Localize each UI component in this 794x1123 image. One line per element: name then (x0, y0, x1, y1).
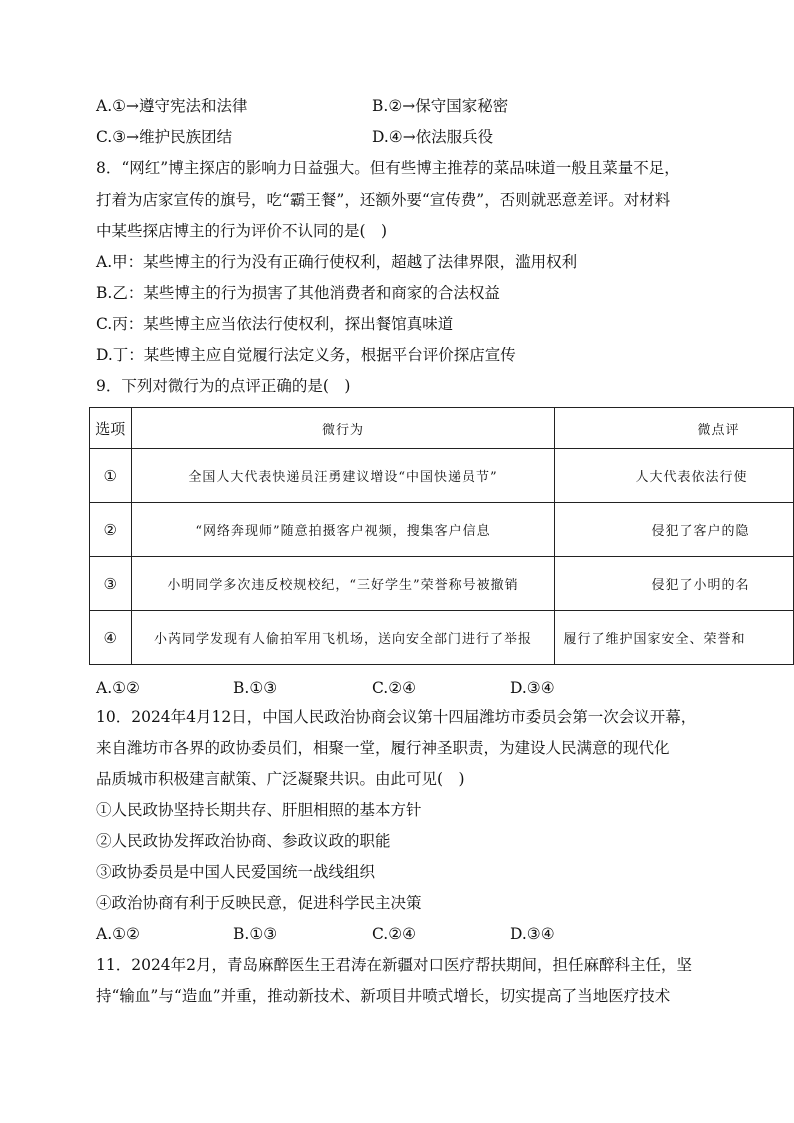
q10-option-b: B.①③ (233, 925, 278, 943)
row-comment-cell (555, 503, 794, 557)
q9-table (89, 407, 794, 665)
q7-option-a: A.①→遵守宪法和法律 (96, 97, 248, 115)
q8-option-d: D.丁：某些博主应自觉履行法定义务，根据平台评价探店宣传 (96, 346, 516, 364)
q10-option-d: D.③④ (510, 925, 555, 943)
q8-option-c: C.丙：某些博主应当依法行使权利，探出餐馆真味道 (96, 315, 454, 333)
row-action-cell: 小明同学多次违反校规校纪，“三好学生”荣誉称号被撤销 (131, 557, 555, 611)
row-comment-text: 侵犯了小明的名 (651, 578, 750, 593)
header-option: 选项 (90, 408, 132, 449)
header-micro-action: 微行为 (131, 408, 555, 449)
q10-stem-line-3: 品质城市积极建言献策、广泛凝聚共识。由此可见( ) (96, 770, 465, 788)
table-header-row (90, 408, 794, 449)
q10-statement-4: ④政治协商有利于反映民意，促进科学民主决策 (96, 894, 422, 912)
q8-option-a: A.甲：某些博主的行为没有正确行使权利，超越了法律界限，滥用权利 (96, 253, 578, 271)
q9-option-b: B.①③ (233, 679, 278, 697)
q11-stem-line-1: 11．2024年2月，青岛麻醉医生王君涛在新疆对口医疗帮扶期间，担任麻醉科主任，坚 (96, 956, 693, 974)
q9-option-a: A.①② (96, 679, 140, 697)
q10-stem-line-2: 来自潍坊市各界的政协委员们，相聚一堂，履行神圣职责，为建设人民满意的现代化 (96, 739, 670, 757)
header-micro-comment (555, 408, 794, 449)
q10-option-a: A.①② (96, 925, 140, 943)
row-comment-cell (555, 557, 794, 611)
q10-stem-line-1: 10．2024年4月12日，中国人民政治协商会议第十四届潍坊市委员会第一次会议开幕， (96, 708, 697, 726)
q10-option-c: C.②④ (372, 925, 417, 943)
row-option-cell: ③ (90, 557, 132, 611)
table-row (90, 503, 794, 557)
q11-stem-line-2: 持“输血”与“造血”并重，推动新技术、新项目井喷式增长，切实提高了当地医疗技术 (96, 987, 671, 1005)
row-comment-cell (555, 611, 794, 665)
row-action-cell: “网络奔现师”随意拍摄客户视频，搜集客户信息 (131, 503, 555, 557)
q7-option-c: C.③→维护民族团结 (96, 128, 233, 146)
row-option-cell: ④ (90, 611, 132, 665)
row-option-cell: ② (90, 503, 132, 557)
q7-option-b: B.②→保守国家秘密 (372, 97, 509, 115)
q8-stem-line-2: 打着为店家宣传的旗号，吃“霸王餐”，还额外要“宣传费”，否则就恶意差评。对材料 (96, 191, 671, 209)
q10-statement-2: ②人民政协发挥政治协商、参政议政的职能 (96, 832, 391, 850)
row-comment-text: 侵犯了客户的隐 (651, 524, 750, 539)
table-row (90, 557, 794, 611)
q8-option-b: B.乙：某些博主的行为损害了其他消费者和商家的合法权益 (96, 284, 500, 302)
q9-option-c: C.②④ (372, 679, 417, 697)
header-micro-comment-text: 微点评 (697, 422, 740, 438)
row-comment-cell (555, 449, 794, 503)
q8-stem-line-1: 8．“网红”博主探店的影响力日益强大。但有些博主推荐的菜品味道一般且菜量不足， (96, 159, 680, 177)
q10-statement-1: ①人民政协坚持长期共存、肝胆相照的基本方针 (96, 801, 422, 819)
row-action-cell: 全国人大代表快递员汪勇建议增设“中国快递员节” (131, 449, 555, 503)
row-action-cell: 小芮同学发现有人偷拍军用飞机场，送向安全部门进行了举报 (131, 611, 555, 665)
row-comment-text: 履行了维护国家安全、荣誉和 (563, 632, 746, 647)
q9-stem: 9．下列对微行为的点评正确的是( ) (96, 377, 351, 395)
q9-option-d: D.③④ (510, 679, 555, 697)
table-row (90, 449, 794, 503)
q7-option-d: D.④→依法服兵役 (372, 128, 494, 146)
row-comment-text: 人大代表依法行使 (635, 470, 748, 485)
q8-stem-line-3: 中某些探店博主的行为评价不认同的是( ) (96, 222, 388, 240)
q10-statement-3: ③政协委员是中国人民爱国统一战线组织 (96, 863, 376, 881)
row-option-cell: ① (90, 449, 132, 503)
table-row (90, 611, 794, 665)
